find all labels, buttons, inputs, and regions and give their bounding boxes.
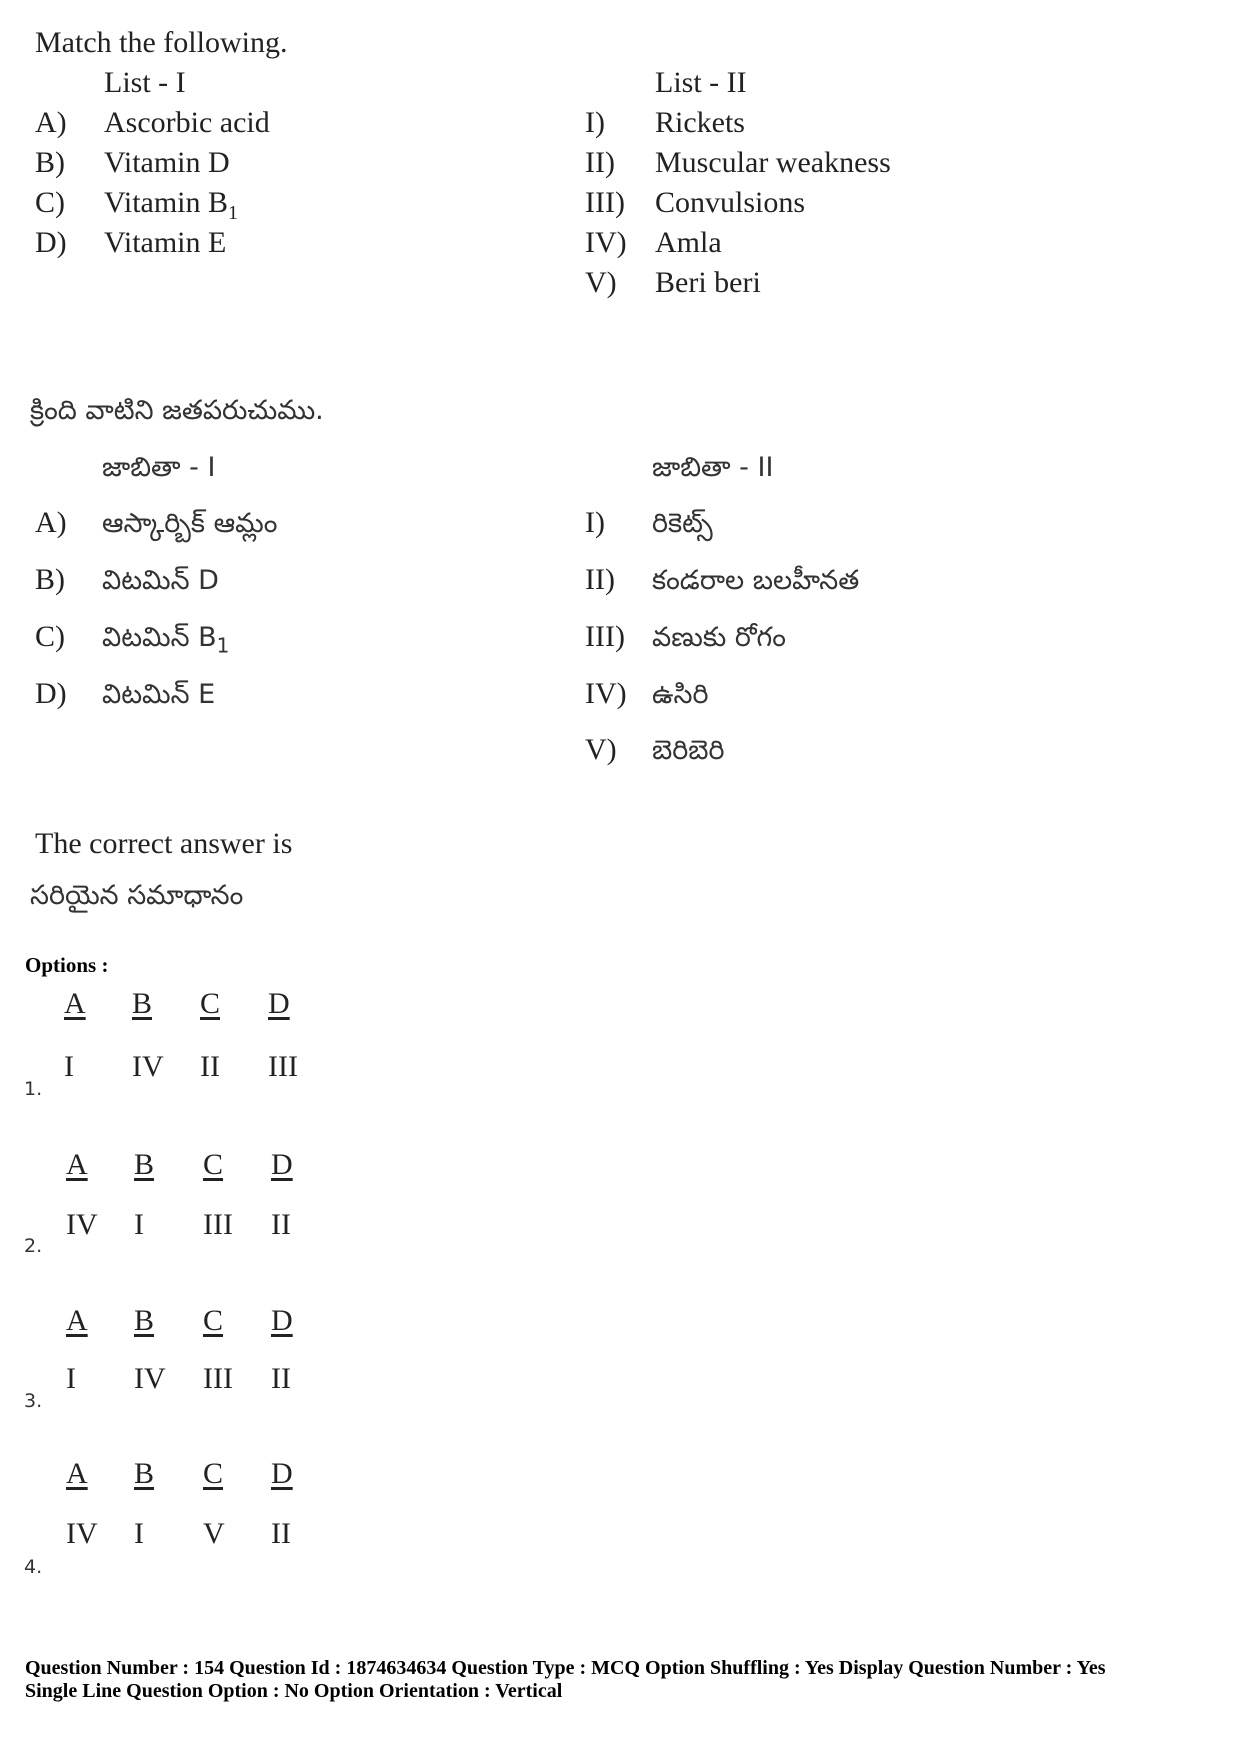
list2-item: వణుకు రోగం	[652, 622, 786, 653]
option-header: B	[132, 987, 153, 1020]
option-header: C	[203, 1148, 224, 1181]
list2-item: Amla	[655, 226, 722, 259]
option-header: C	[203, 1304, 224, 1337]
option-number: 3.	[24, 1390, 43, 1412]
list1-label: A)	[35, 106, 67, 139]
list1-item: Ascorbic acid	[104, 106, 270, 139]
telugu-list2-title: జాబితా - II	[652, 452, 774, 483]
option-header: B	[134, 1148, 155, 1181]
list2-label: V)	[585, 266, 617, 299]
list2-item: కండరాల బలహీనత	[652, 565, 860, 596]
list2-label: II)	[585, 146, 615, 179]
option-value: I	[134, 1517, 144, 1550]
list2-label: V)	[585, 733, 617, 766]
list1-item: విటమిన్ E	[102, 679, 216, 710]
option-value: III	[203, 1362, 233, 1395]
list2-item: రికెట్స్	[652, 508, 713, 539]
instruction-english: Match the following.	[35, 26, 288, 59]
list2-label: III)	[585, 620, 625, 653]
list2-label: IV)	[585, 226, 627, 259]
option-value: III	[203, 1208, 233, 1241]
list1-item-text: విటమిన్ B	[102, 622, 217, 653]
list1-label: D)	[35, 226, 67, 259]
instruction-telugu: క్రింది వాటిని జతపరుచుము.	[30, 395, 324, 426]
list1-item-text: Vitamin B	[104, 186, 229, 219]
option-value: I	[66, 1362, 76, 1395]
question-meta-line1: Question Number : 154 Question Id : 1874634634 Question Type : MCQ Option Shuffling : Yes Display Question Number : Yes	[25, 1657, 1106, 1679]
option-header: B	[134, 1457, 155, 1490]
list1-item: Vitamin E	[104, 226, 227, 259]
list2-item: Convulsions	[655, 186, 806, 219]
option-header: A	[66, 1148, 88, 1181]
option-value: III	[268, 1050, 298, 1083]
option-header: A	[66, 1304, 88, 1337]
option-header: C	[200, 987, 221, 1020]
list1-label: C)	[35, 620, 65, 653]
option-header: C	[203, 1457, 224, 1490]
option-value: IV	[66, 1208, 98, 1241]
list2-item: బెరిబెరి	[652, 735, 725, 766]
option-value: II	[271, 1208, 291, 1241]
option-header: D	[271, 1304, 293, 1337]
list1-item: Vitamin D	[104, 146, 230, 179]
list1-item: ఆస్కార్బిక్ ఆమ్లం	[102, 508, 278, 539]
option-value: II	[271, 1362, 291, 1395]
option-value: II	[200, 1050, 220, 1083]
option-value: V	[203, 1517, 225, 1550]
option-header: A	[66, 1457, 88, 1490]
list2-label: I)	[585, 506, 605, 539]
list2-label: I)	[585, 106, 605, 139]
telugu-list1-title: జాబితా - I	[102, 452, 216, 483]
subscript: 1	[216, 633, 230, 658]
list1-label: D)	[35, 677, 67, 710]
option-header: D	[271, 1457, 293, 1490]
list1-label: A)	[35, 506, 67, 539]
option-number: 4.	[24, 1556, 43, 1578]
list1-label: B)	[35, 563, 65, 596]
option-number: 2.	[24, 1235, 43, 1257]
list2-label: IV)	[585, 677, 627, 710]
option-value: II	[271, 1517, 291, 1550]
option-value: I	[64, 1050, 74, 1083]
list2-label: III)	[585, 186, 625, 219]
option-header: B	[134, 1304, 155, 1337]
list2-label: II)	[585, 563, 615, 596]
list2-item: Rickets	[655, 106, 745, 139]
list2-item: ఉసిరి	[652, 679, 709, 710]
option-value: IV	[134, 1362, 166, 1395]
options-label: Options :	[25, 953, 109, 977]
list1-item: విటమిన్ D	[102, 565, 219, 596]
question-meta-line2: Single Line Question Option : No Option Orientation : Vertical	[25, 1680, 563, 1702]
option-header: A	[64, 987, 86, 1020]
option-number: 1.	[24, 1078, 43, 1100]
answer-prompt-english: The correct answer is	[35, 827, 293, 860]
list1-label: C)	[35, 186, 65, 219]
option-value: IV	[132, 1050, 164, 1083]
list2-item: Muscular weakness	[655, 146, 891, 179]
list1-title: List - I	[104, 66, 186, 99]
option-value: I	[134, 1208, 144, 1241]
answer-prompt-telugu: సరియైన సమాధానం	[30, 880, 244, 911]
list2-title: List - II	[655, 66, 747, 99]
list2-item: Beri beri	[655, 266, 761, 299]
option-header: D	[271, 1148, 293, 1181]
list1-label: B)	[35, 146, 65, 179]
list1-item	[102, 622, 229, 660]
subscript: 1	[228, 202, 239, 224]
option-header: D	[268, 987, 290, 1020]
option-value: IV	[66, 1517, 98, 1550]
list1-item	[104, 186, 238, 225]
